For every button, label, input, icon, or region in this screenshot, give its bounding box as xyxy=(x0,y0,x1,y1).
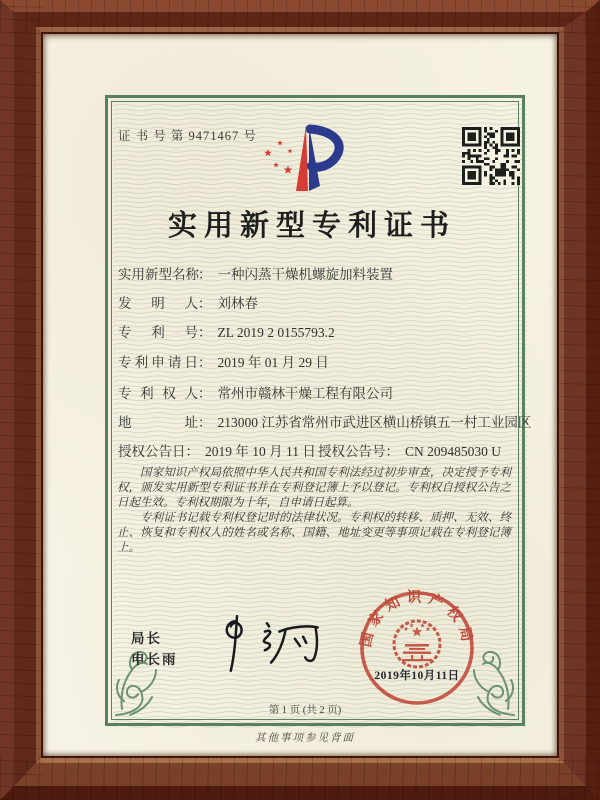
field-label: 实用新型名称 xyxy=(118,267,199,282)
director-block xyxy=(131,628,178,670)
national-emblem xyxy=(394,621,440,667)
field-row-patentee xyxy=(118,382,510,400)
field-label: 专利权人 xyxy=(118,386,198,401)
field-row-inventor xyxy=(118,292,510,310)
grant-date-value: 2019 年 10 月 11 日 xyxy=(205,444,316,459)
field-colon: ： xyxy=(198,325,212,340)
qr-code xyxy=(462,127,520,185)
field-colon: ： xyxy=(198,296,212,311)
director-title: 局长 xyxy=(131,631,162,646)
cnipa-patent-logo xyxy=(256,122,352,194)
cnipa-red-seal xyxy=(357,588,477,708)
field-label: 地址 xyxy=(118,415,198,430)
page-number: 第 1 页 (共 2 页) xyxy=(268,705,342,716)
grant-no-label: 授权公告号 xyxy=(318,444,386,459)
logo-stars xyxy=(264,140,292,174)
certificate-title: 实用新型专利证书 xyxy=(167,210,456,242)
certificate-paper xyxy=(43,34,557,756)
grant-no-value: CN 209485030 U xyxy=(405,444,502,459)
seal-issue-date: 2019年10月11日 xyxy=(374,670,460,682)
footer-note: 其他事项参见背面 xyxy=(255,733,355,744)
field-label: 专利申请日 xyxy=(118,355,198,370)
field-colon: ： xyxy=(198,267,212,282)
field-value: 刘林春 xyxy=(217,296,258,311)
legal-paragraph-2: 专利证书记载专利权登记时的法律状况。专利权的转移、质押、无效、终止、恢复和专利权人的姓名或名称、国籍、地址变更等事项记载在专利登记簿上。 xyxy=(117,512,511,554)
grant-date-label: 授权公告日 xyxy=(118,444,186,459)
director-handwritten-signature xyxy=(208,614,328,676)
field-colon: ： xyxy=(185,444,199,459)
grant-no-group xyxy=(318,440,501,460)
field-value: 2019 年 01 月 29 日 xyxy=(217,355,329,370)
director-name: 申长雨 xyxy=(131,652,178,667)
field-row-filing-date xyxy=(118,351,510,369)
field-row-name xyxy=(118,263,510,281)
svg-text:国家知识产权局 xyxy=(357,588,477,648)
field-row-patent-no xyxy=(118,321,510,339)
field-row-address xyxy=(118,411,532,430)
logo-red-wedge xyxy=(296,126,308,191)
seal-arc-text: 国家知识产权局 xyxy=(358,590,476,649)
field-value: 一种闪蒸干燥机螺旋加料装置 xyxy=(217,267,393,282)
field-colon: ： xyxy=(198,355,212,370)
logo-blue-wedge xyxy=(309,126,320,191)
certificate-number: 证 书 号 第 9471467 号 xyxy=(118,129,257,143)
legal-paragraph-1: 国家知识产权局依照中华人民共和国专利法经过初步审查，决定授予专利权，颁发实用新型专利证书并在专利登记簿上予以登记。专利权自授权公告之日起生效。专利权期限为十年，自申请日起算。 xyxy=(117,467,511,509)
field-colon: ： xyxy=(385,444,399,459)
field-colon: ： xyxy=(198,415,212,430)
emblem-stars xyxy=(404,623,431,636)
field-value: 213000 江苏省常州市武进区横山桥镇五一村工业园区 xyxy=(217,415,532,430)
legal-paragraphs xyxy=(117,466,511,556)
field-colon: ： xyxy=(198,386,212,401)
field-value: 常州市赣林干燥工程有限公司 xyxy=(217,386,393,401)
field-value: ZL 2019 2 0155793.2 xyxy=(217,325,335,340)
field-row-grant xyxy=(118,440,510,458)
field-label: 专利号 xyxy=(118,325,198,340)
field-label: 发明人 xyxy=(118,296,198,311)
